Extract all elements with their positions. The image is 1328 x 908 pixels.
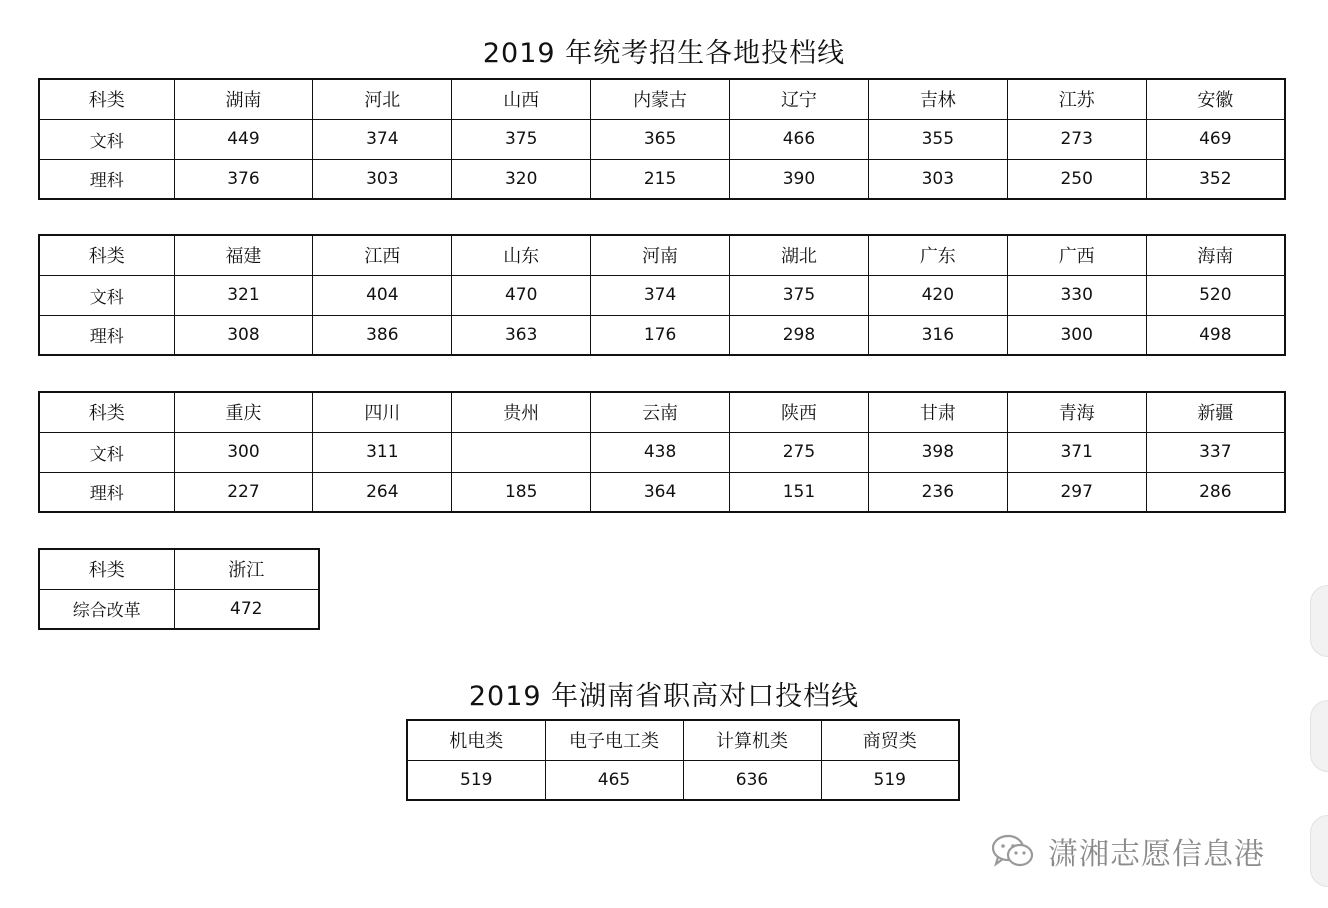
table-cell: 321 — [174, 275, 313, 315]
table-cell: 420 — [868, 275, 1007, 315]
table-header-cell: 湖北 — [730, 235, 869, 275]
table-header-cell: 广西 — [1007, 235, 1146, 275]
table-header-cell: 山西 — [452, 79, 591, 119]
table-header-cell: 海南 — [1146, 235, 1285, 275]
table-header-cell: 陕西 — [730, 392, 869, 432]
table-cell: 364 — [591, 472, 730, 512]
table-cell: 273 — [1007, 119, 1146, 159]
table-cell: 文科 — [39, 432, 174, 472]
page-title-vocational: 2019 年湖南省职高对口投档线 — [468, 681, 860, 712]
table-cell: 398 — [868, 432, 1007, 472]
table-header-cell: 吉林 — [868, 79, 1007, 119]
table-cell: 298 — [730, 315, 869, 355]
table-header-row — [407, 720, 959, 760]
table-header-cell: 贵州 — [452, 392, 591, 432]
table-cell: 320 — [452, 159, 591, 199]
table-cell: 理科 — [39, 315, 174, 355]
table-cell: 236 — [868, 472, 1007, 512]
table-cell: 185 — [452, 472, 591, 512]
scroll-edge-tab — [1310, 815, 1328, 887]
table-cell: 308 — [174, 315, 313, 355]
table-cell: 215 — [591, 159, 730, 199]
table-cell — [452, 432, 591, 472]
table-row — [39, 589, 319, 629]
table-cell: 472 — [174, 589, 319, 629]
table-header-cell: 江苏 — [1007, 79, 1146, 119]
table-header-cell: 青海 — [1007, 392, 1146, 432]
table-cell: 理科 — [39, 159, 174, 199]
table-cell: 363 — [452, 315, 591, 355]
table-cell: 250 — [1007, 159, 1146, 199]
table-header-cell: 科类 — [39, 235, 174, 275]
score-table-zhejiang — [38, 548, 320, 630]
table-header-cell: 河南 — [591, 235, 730, 275]
table-cell: 151 — [730, 472, 869, 512]
table-cell: 498 — [1146, 315, 1285, 355]
table-cell: 365 — [591, 119, 730, 159]
table-header-row — [39, 79, 1285, 119]
table-header-cell: 浙江 — [174, 549, 319, 589]
table-cell: 371 — [1007, 432, 1146, 472]
table-header-cell: 机电类 — [407, 720, 545, 760]
table-cell: 520 — [1146, 275, 1285, 315]
table-cell: 275 — [730, 432, 869, 472]
table-cell: 376 — [174, 159, 313, 199]
table-cell: 375 — [730, 275, 869, 315]
table-header-cell: 重庆 — [174, 392, 313, 432]
table-cell: 理科 — [39, 472, 174, 512]
table-cell: 337 — [1146, 432, 1285, 472]
table-header-cell: 科类 — [39, 549, 174, 589]
table-cell: 330 — [1007, 275, 1146, 315]
watermark-text: 潇湘志愿信息港 — [1048, 837, 1265, 872]
table-row — [39, 159, 1285, 199]
table-header-row — [39, 392, 1285, 432]
table-cell: 综合改革 — [39, 589, 174, 629]
table-row — [407, 760, 959, 800]
score-table-2 — [38, 234, 1286, 356]
table-cell: 316 — [868, 315, 1007, 355]
table-cell: 404 — [313, 275, 452, 315]
table-cell: 352 — [1146, 159, 1285, 199]
table-header-cell: 河北 — [313, 79, 452, 119]
table-header-row — [39, 549, 319, 589]
wechat-icon — [990, 831, 1036, 871]
score-table-1 — [38, 78, 1286, 200]
table-header-cell: 新疆 — [1146, 392, 1285, 432]
table-row — [39, 275, 1285, 315]
table-row — [39, 432, 1285, 472]
table-header-cell: 科类 — [39, 392, 174, 432]
table-header-cell: 科类 — [39, 79, 174, 119]
table-cell: 303 — [313, 159, 452, 199]
table-header-row — [39, 235, 1285, 275]
table-cell: 文科 — [39, 275, 174, 315]
table-cell: 300 — [1007, 315, 1146, 355]
table-row — [39, 119, 1285, 159]
table-row — [39, 315, 1285, 355]
table-cell: 374 — [591, 275, 730, 315]
table-cell: 465 — [545, 760, 683, 800]
table-cell: 176 — [591, 315, 730, 355]
table-header-cell: 江西 — [313, 235, 452, 275]
table-cell: 297 — [1007, 472, 1146, 512]
table-header-cell: 广东 — [868, 235, 1007, 275]
table-header-cell: 甘肃 — [868, 392, 1007, 432]
table-cell: 466 — [730, 119, 869, 159]
table-header-cell: 云南 — [591, 392, 730, 432]
table-cell: 449 — [174, 119, 313, 159]
table-header-cell: 辽宁 — [730, 79, 869, 119]
score-table-3 — [38, 391, 1286, 513]
scroll-edge-tab — [1310, 700, 1328, 772]
watermark — [990, 828, 1265, 874]
table-cell: 300 — [174, 432, 313, 472]
scroll-edge-tab — [1310, 585, 1328, 657]
table-cell: 227 — [174, 472, 313, 512]
table-cell: 286 — [1146, 472, 1285, 512]
table-header-cell: 电子电工类 — [545, 720, 683, 760]
table-cell: 390 — [730, 159, 869, 199]
table-cell: 636 — [683, 760, 821, 800]
table-cell: 470 — [452, 275, 591, 315]
table-cell: 386 — [313, 315, 452, 355]
table-header-cell: 内蒙古 — [591, 79, 730, 119]
table-header-cell: 湖南 — [174, 79, 313, 119]
table-cell: 519 — [821, 760, 959, 800]
table-cell: 文科 — [39, 119, 174, 159]
table-row — [39, 472, 1285, 512]
table-cell: 519 — [407, 760, 545, 800]
table-header-cell: 安徽 — [1146, 79, 1285, 119]
table-cell: 438 — [591, 432, 730, 472]
table-header-cell: 福建 — [174, 235, 313, 275]
score-table-vocational — [406, 719, 960, 801]
table-cell: 264 — [313, 472, 452, 512]
table-cell: 374 — [313, 119, 452, 159]
table-cell: 303 — [868, 159, 1007, 199]
table-cell: 311 — [313, 432, 452, 472]
table-cell: 355 — [868, 119, 1007, 159]
table-cell: 375 — [452, 119, 591, 159]
table-header-cell: 山东 — [452, 235, 591, 275]
table-cell: 469 — [1146, 119, 1285, 159]
table-header-cell: 四川 — [313, 392, 452, 432]
table-header-cell: 商贸类 — [821, 720, 959, 760]
table-header-cell: 计算机类 — [683, 720, 821, 760]
page-title-national: 2019 年统考招生各地投档线 — [482, 38, 846, 69]
